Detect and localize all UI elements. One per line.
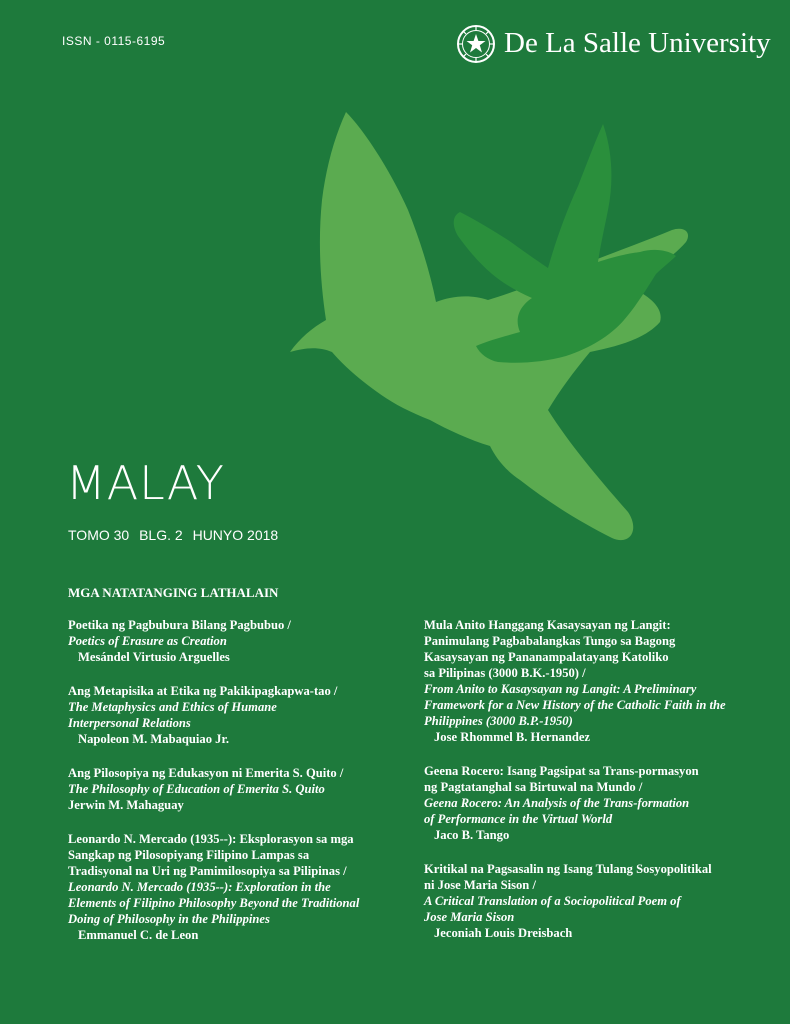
contents-right-column: [424, 617, 764, 959]
article-english-title-line: The Metaphysics and Ethics of Humane: [68, 700, 277, 714]
article-title-line: Mula Anito Hanggang Kasaysayan ng Langit:: [424, 618, 671, 632]
article-author: Jerwin M. Mahaguay: [68, 798, 184, 812]
article-entry: [424, 763, 764, 843]
article-english-title-line: Doing of Philosophy in the Philippines: [68, 912, 270, 926]
article-entry: [68, 831, 408, 943]
article-title-line: ng Pagtatanghal sa Birtuwal na Mundo /: [424, 780, 643, 794]
article-title-line: Ang Metapisika at Etika ng Pakikipagkapwa-tao /: [68, 684, 338, 698]
article-title-line: Kasaysayan ng Pananampalatayang Katoliko: [424, 650, 669, 664]
contents-left-column: [68, 617, 408, 961]
article-title-line: Ang Pilosopiya ng Edukasyon ni Emerita S. Quito /: [68, 766, 344, 780]
article-author: Napoleon M. Mabaquiao Jr.: [78, 732, 230, 746]
article-entry: [68, 765, 408, 813]
article-english-title-line: Elements of Filipino Philosophy Beyond the Traditional: [68, 896, 360, 910]
article-entry: [424, 861, 764, 941]
article-title-line: Poetika ng Pagbubura Bilang Pagbubuo /: [68, 618, 291, 632]
article-title-line: Kritikal na Pagsasalin ng Isang Tulang Sosyopolitikal: [424, 862, 712, 876]
article-title-line: Panimulang Pagbabalangkas Tungo sa Bagong: [424, 634, 676, 648]
article-english-title-line: The Philosophy of Education of Emerita S. Quito: [68, 782, 325, 796]
article-english-title-line: Philippines (3000 B.P.-1950): [424, 714, 573, 728]
article-english-title-line: Framework for a New History of the Catholic Faith in the: [424, 698, 726, 712]
journal-title: MALAY: [66, 456, 225, 510]
issue-number: BLG. 2: [139, 527, 183, 543]
article-english-title-line: From Anito to Kasaysayan ng Langit: A Preliminary: [424, 682, 697, 696]
article-title-line: Sangkap ng Pilosopiyang Filipino Lampas sa: [68, 848, 310, 862]
article-english-title-line: Leonardo N. Mercado (1935--): Exploration in the: [68, 880, 331, 894]
article-english-title-line: of Performance in the Virtual World: [424, 812, 613, 826]
article-author: Emmanuel C. de Leon: [78, 928, 199, 942]
issn-number: ISSN - 0115-6195: [62, 34, 166, 48]
large-dove-icon: [290, 112, 688, 540]
issue-info: [68, 527, 284, 543]
article-title-line: ni Jose Maria Sison /: [424, 878, 536, 892]
article-title-line: Tradisyonal na Uri ng Pamimilosopiya sa Pilipinas /: [68, 864, 347, 878]
article-title-line: Leonardo N. Mercado (1935--): Eksplorasyon sa mga: [68, 832, 354, 846]
article-title-line: sa Pilipinas (3000 B.K.-1950) /: [424, 666, 586, 680]
article-author: Jeconiah Louis Dreisbach: [434, 926, 573, 940]
article-english-title-line: Jose Maria Sison: [424, 910, 515, 924]
volume-label: TOMO 30: [68, 527, 130, 543]
article-author: Jaco B. Tango: [434, 828, 510, 842]
article-english-title-line: Interpersonal Relations: [68, 716, 191, 730]
article-english-title-line: Geena Rocero: An Analysis of the Trans-formation: [424, 796, 690, 810]
contents-heading: MGA NATATANGING LATHALAIN: [68, 585, 279, 600]
article-title-line: Geena Rocero: Isang Pagsipat sa Trans-pormasyon: [424, 764, 699, 778]
issue-date: HUNYO 2018: [192, 527, 279, 543]
article-entry: [424, 617, 764, 745]
article-english-title-line: Poetics of Erasure as Creation: [68, 634, 227, 648]
article-author: Mesándel Virtusio Arguelles: [78, 650, 230, 664]
article-author: Jose Rhommel B. Hernandez: [434, 730, 591, 744]
university-name: De La Salle University: [504, 27, 771, 59]
article-english-title-line: A Critical Translation of a Sociopolitical Poem of: [424, 894, 681, 908]
article-entry: [68, 683, 408, 747]
article-entry: [68, 617, 408, 665]
